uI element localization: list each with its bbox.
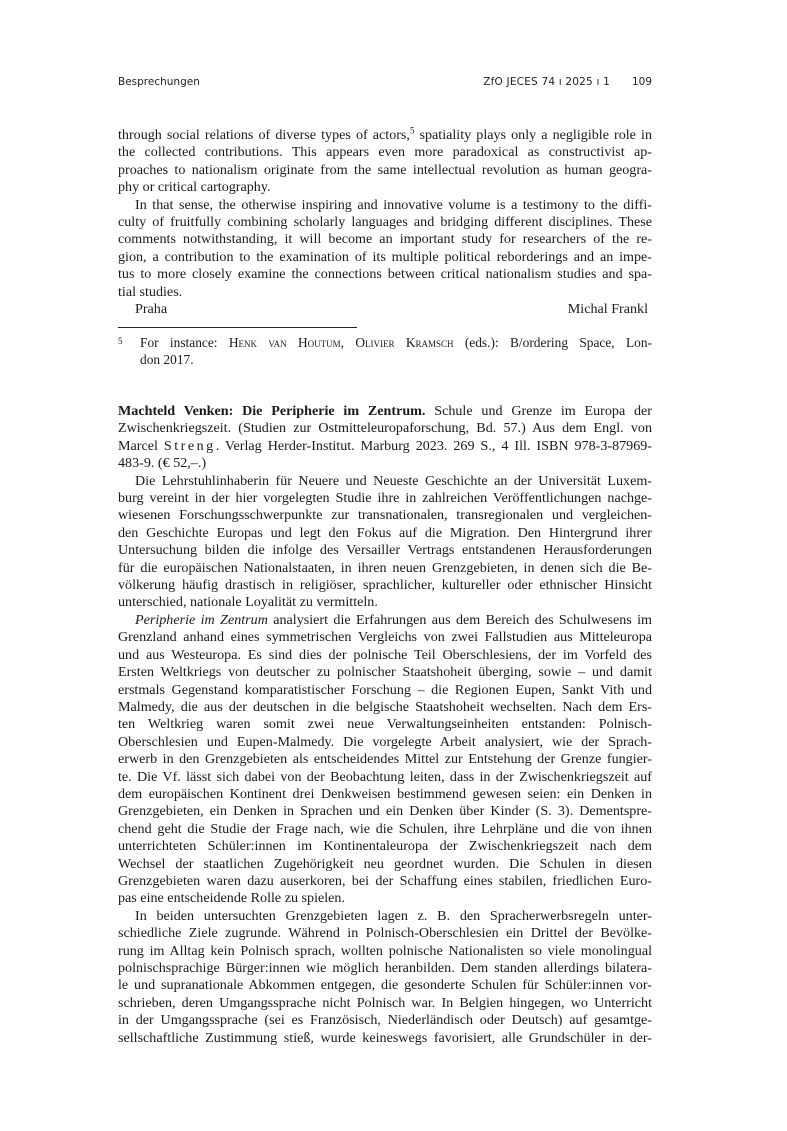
text-line: Zwischenkriegszeit. (Studien zur Ostmitteleuropaforschung, Bd. 57.) Aus dem Engl. von (118, 420, 652, 437)
text-line: für die europäischen Nationalstaaten, in ihren neuen Grenzgebieten, in denen sich die Be- (118, 559, 652, 576)
text-line: und aus Westeuropa. Es sind dies der polnische Teil Oberschlesiens, der im Vorfeld des (118, 646, 652, 663)
text-line: phy or critical cartography. (118, 179, 271, 196)
paragraph (118, 612, 652, 908)
footnote (118, 334, 652, 369)
text-line: chend geht die Studie der Frage nach, wie die Schulen, ihre Lehrpläne und die von ihnen (118, 820, 652, 837)
running-head (118, 76, 652, 92)
text-line: unterschied, nationale Loyalität zu vermitteln. (118, 594, 378, 611)
text-line: erwerb in den Grenzgebieten als entscheidendes Mittel zur Entstehung der Grenze fungier- (118, 751, 652, 768)
text-line: Untersuchung bilden die infolge des Versailler Vertrags entstandenen Herausforderungen (118, 542, 652, 559)
text-line: den Geschichte Europas und legt den Fokus auf die Migration. Den Hintergrund ihrer (118, 524, 652, 541)
text-line: proaches to nationalism originate from the same intellectual revolution as human geogra- (118, 161, 652, 178)
text-line: comments notwithstanding, it will become an important study for researchers of the re- (118, 231, 652, 248)
text-line: Grenzgebieten, ein Denken in Sprachen und ein Denken über Kinder (S. 3). Dementspre- (118, 803, 652, 820)
text-line: tus to more closely examine the connections between critical nationalism studies and spa- (118, 266, 652, 283)
text-line: sellschaftliche Zustimmung stieß, wurde keineswegs favorisiert, alle Grundschüler in der- (118, 1029, 652, 1046)
signature-line (118, 301, 652, 318)
text-line: Die Lehrstuhlinhaberin für Neuere und Neueste Geschichte an der Universität Luxem- (135, 472, 652, 489)
text-line: 483-9. (€ 52,–.) (118, 455, 207, 472)
reviewer-name: Michal Frankl (567, 301, 648, 318)
review-place: Praha (135, 301, 168, 318)
text-line: rung im Alltag kein Polnisch sprach, wollten polnische Nationalisten so viele monolingual (118, 942, 652, 959)
text-line: Ersten Weltkriegs von deutscher zu polnischer Staatshoheit überging, sowie – und damit (118, 664, 652, 681)
text-line: ten Weltkrieg waren somit zwei neue Verwaltungseinheiten entstanden: Polnisch- (118, 716, 652, 733)
text-line: In beiden untersuchten Grenzgebieten lagen z. B. den Spracherwerbsregeln unter- (135, 907, 652, 924)
text-line: unterrichteten Schüler:innen im Kontinentaleuropa der Zwischenkriegszeit nach dem (118, 838, 652, 855)
footnote-divider (118, 327, 357, 328)
text-line: Wechsel der staatlichen Zugehörigkeit neu geordnet wurden. Die Schulen in diesen (118, 855, 652, 872)
text-line: the collected contributions. This appears even more paradoxical as constructivist ap- (118, 144, 652, 161)
text-line: le und supranationale Abkommen entgegen, die gesonderte Schulen für Schüler:innen vor- (118, 977, 652, 994)
paragraph (118, 197, 652, 301)
text-line: through social relations of diverse types of actors,$^5$ spatiality plays only a negligible role in (118, 125, 652, 143)
text-line: Grenzland anhand eines symmetrischen Vergleichs von zwei Fallstudien aus Mitteleuropa (118, 629, 652, 646)
footnote-text (140, 334, 652, 369)
bibliographic-entry (118, 403, 652, 473)
text-line: In that sense, the otherwise inspiring and innovative volume is a testimony to the diffi- (135, 196, 652, 213)
book-review (118, 403, 652, 1047)
text-line: te. Die Vf. lässt sich dabei von der Beobachtung leiten, dass in der Zwischenkriegszeit auf (118, 768, 652, 785)
text-line: Peripherie im Zentrum analysiert die Erfahrungen aus dem Bereich des Schulwesens im (135, 611, 652, 628)
journal-issue: ZfO JECES 74 ı 2025 ı 1 (483, 76, 610, 88)
text-line: tial studies. (118, 283, 183, 300)
text-line: For instance: Henk van Houtum, Olivier Kramsch (eds.): B/ordering Space, Lon- (140, 335, 653, 350)
cited-author: Henk van Houtum (228, 335, 341, 350)
text-line: don 2017. (140, 352, 194, 368)
text-line: polnischsprachige Bürger:innen wie möglich heranbilden. Dem standen allerdings bilatera- (118, 960, 652, 976)
paragraph (118, 908, 652, 1047)
text-line: gion, a contribution to the examination of its multiple political reborderings and an impe- (118, 248, 652, 265)
text-line: dem europäischen Kontinent drei Denkweisen bestimmend gewesen seien: ein Denken in (118, 785, 652, 802)
cited-author: Olivier Kramsch (355, 335, 454, 350)
paragraph (118, 473, 652, 612)
text-line: schrieben, deren Umgangssprache nicht Polnisch war. In Belgien hingegen, wo Unterricht (118, 994, 652, 1011)
text-line: culty of fruitfully combining scholarly languages and bridging different disciplines. These (118, 214, 652, 231)
text-line: Marcel Streng. Verlag Herder-Institut. Marburg 2023. 269 S., 4 Ill. ISBN 978-3-87969- (118, 437, 652, 454)
text-line: Oberschlesien und Eupen-Malmedy. Die vorgelegte Arbeit analysiert, wie der Sprach- (118, 733, 652, 750)
page-number: 109 (631, 76, 652, 88)
text-line: völkerung häufig drastisch in religiöser, sprachlicher, kultureller oder ethnischer Hinsicht (118, 577, 652, 594)
text-line: erstmals Gegenstand komparatistischer Forschung – die Regionen Eupen, Sankt Vith und (118, 681, 652, 698)
text-line: pas eine entscheidende Rolle zu spielen. (118, 890, 345, 907)
translator-name: Streng (163, 437, 216, 454)
text-line: in der Umgangssprache (sei es Französisch, Niederländisch oder Deutsch) auf gesamtge- (118, 1012, 652, 1029)
text-line: Malmedy, die aus der deutschen in die belgische Staatshoheit wechselten. Nach dem Ers- (118, 698, 652, 715)
text-line: wiesenen Forschungsschwerpunkte zur transnationalen, transregionalen und vergleichen- (118, 507, 652, 524)
previous-review-ending (118, 127, 652, 318)
section-title: Besprechungen (118, 76, 200, 88)
footnote-number: 5 (118, 336, 123, 346)
text-line: Machteld Venken: Die Peripherie im Zentrum. Schule und Grenze im Europa der (118, 403, 652, 419)
book-title-italic: Peripherie im Zentrum (135, 611, 268, 628)
footnote-reference[interactable]: 5 (409, 125, 415, 136)
text-line: schiedliche Ziele zugrunde. Während in Polnisch-Oberschlesien ein Drittel der Bevölke- (118, 925, 652, 942)
text-line: Grenzgebieten waren dazu auserkoren, bei der Schaffung eines stabilen, friedlichen Euro- (118, 872, 652, 889)
book-title: Machteld Venken: Die Peripherie im Zentrum. (118, 403, 426, 419)
paragraph (118, 127, 652, 197)
text-line: burg vereint in der hier vorgelegten Studie ihre in zahlreichen Veröffentlichungen nachge- (118, 490, 652, 507)
